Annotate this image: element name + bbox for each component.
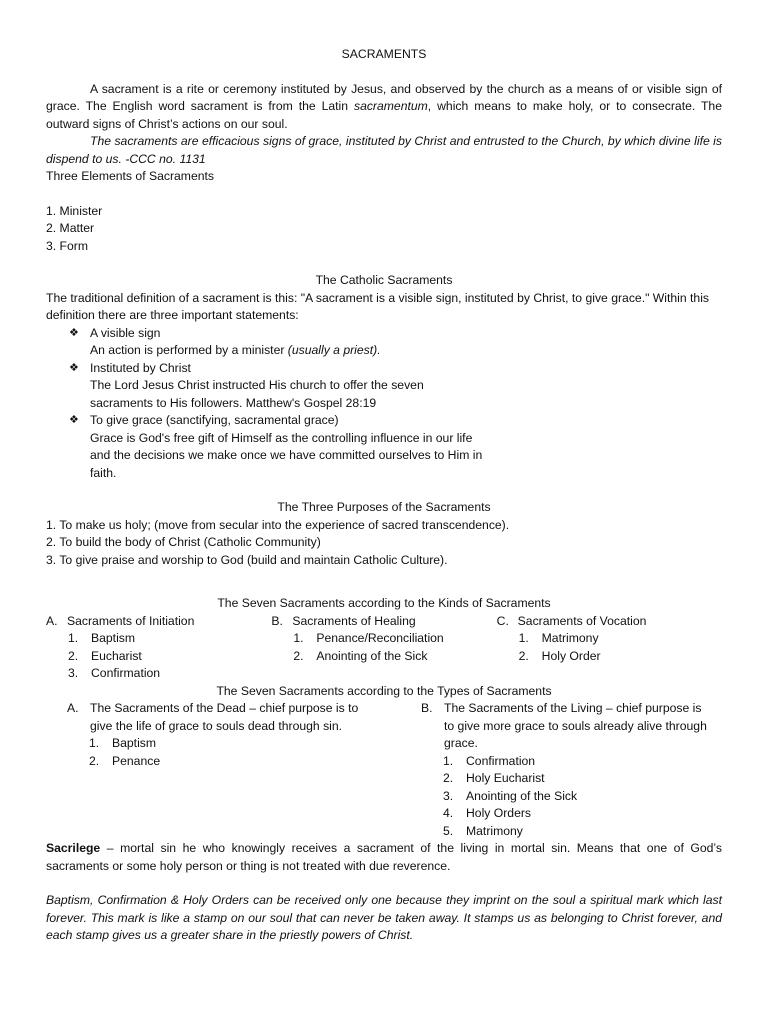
statement-body-italic: (usually a priest). — [287, 343, 381, 357]
sacrilege-term: Sacrilege — [46, 841, 101, 855]
list-item: 1. Matrimony — [518, 631, 599, 645]
ccc-quote: The sacraments are efficacious signs of grace, instituted by Christ and entrusted to the Church, by which divine life is dispend to us. -CCC no. 1131 — [46, 134, 722, 166]
types-group-living — [384, 700, 722, 840]
list-item: 1. Baptism — [89, 736, 157, 750]
statement-head: A visible sign — [90, 325, 161, 340]
list-item — [69, 412, 722, 482]
list-item: 2. Matter — [46, 221, 95, 235]
list-item — [69, 325, 722, 360]
list-item: 1. Penance/Reconciliation — [293, 631, 444, 645]
group-title — [46, 613, 271, 631]
list-item: 3. To give praise and worship to God (build and maintain Catholic Culture). — [46, 552, 448, 567]
group-label: A. — [67, 701, 79, 715]
statements-list — [46, 325, 722, 483]
list-item: 1. To make us holy; (move from secular into the experience of sacred transcendence). — [46, 517, 510, 532]
kinds-group-initiation — [46, 613, 271, 683]
statement-head: Instituted by Christ — [90, 360, 191, 375]
closing-paragraph: Baptism, Confirmation & Holy Orders can be received only one because they imprint on the soul a spiritual mark which last forever. This mark is like a stamp on our soul that can never be taken away. It stamps us as belonging to Christ forever, and each stamp gives us a greater share in the priestly powers of Christ. — [46, 893, 722, 942]
types-heading: The Seven Sacraments according to the Types of Sacraments — [216, 683, 552, 698]
group-title — [497, 613, 722, 631]
intro-paragraph — [46, 81, 722, 134]
list-item: 3. Anointing of the Sick — [443, 788, 578, 803]
intro-text-a: A sacrament is a rite or ceremony instituted by Jesus, and observed by the church as a means of or visible sign of grace. The English word sacrament is from the Latin — [46, 81, 722, 113]
group-name: Sacraments of Healing — [292, 613, 416, 628]
list-item: 1. Baptism — [68, 631, 136, 645]
sacrilege-text: – mortal sin he who knowingly receives a sacrament of the living in mortal sin. Means that one of God’s sacraments or some holy person or thing is not treated with due reverence. — [46, 841, 722, 873]
statement-head: To give grace (sanctifying, sacramental grace) — [90, 413, 339, 427]
page-title: SACRAMENTS — [341, 47, 427, 61]
intro-text-b: , which means to make holy, or to consecrate. The outward signs of Christ’s actions on our soul. — [46, 99, 722, 131]
group-name: Sacraments of Vocation — [517, 613, 647, 628]
kinds-group-healing — [271, 613, 496, 683]
diamond-bullet-icon: ❖ — [69, 326, 79, 339]
list-item: 4. Holy Orders — [443, 806, 532, 820]
types-columns — [46, 700, 722, 840]
group-label: A. — [46, 613, 58, 628]
types-group-dead — [46, 700, 384, 840]
group-label: B. — [421, 701, 433, 715]
list-item: 2. Holy Order — [518, 648, 601, 663]
statement-body — [90, 342, 390, 360]
group-desc: The Sacraments of the Living – chief purpose is to give more grace to souls already alive through grace. — [444, 701, 707, 750]
spacer — [46, 586, 722, 595]
document-page — [46, 46, 722, 945]
intro-latin-term: sacramentum — [353, 99, 428, 113]
group-title — [421, 700, 711, 753]
group-items — [67, 735, 367, 770]
sacrilege-paragraph — [46, 840, 722, 875]
list-item: 2. Eucharist — [68, 648, 142, 663]
group-items — [421, 753, 711, 841]
list-item: 2. Holy Eucharist — [443, 771, 545, 785]
statement-body-text: An action is performed by a minister — [90, 343, 288, 357]
list-item: 2. Anointing of the Sick — [293, 648, 428, 663]
spacer — [46, 875, 722, 892]
catholic-heading: The Catholic Sacraments — [315, 273, 453, 287]
elements-heading: Three Elements of Sacraments — [46, 169, 214, 183]
spacer — [46, 255, 722, 272]
group-title — [67, 700, 367, 735]
statement-body: Grace is God's free gift of Himself as the controlling influence in our life and the decisions we make once we have committed ourselves to Him in faith. — [90, 430, 483, 480]
group-items — [497, 630, 722, 665]
list-item: 2. Penance — [89, 753, 161, 768]
list-item — [69, 360, 722, 413]
group-title — [271, 613, 496, 631]
list-item: 2. To build the body of Christ (Catholic Community) — [46, 535, 321, 549]
list-item: 3. Form — [46, 238, 88, 253]
spacer — [46, 64, 722, 81]
kinds-heading: The Seven Sacraments according to the Kinds of Sacraments — [217, 596, 551, 610]
kinds-columns — [46, 613, 722, 683]
list-item: 1. Confirmation — [443, 753, 536, 768]
group-label: B. — [271, 613, 283, 628]
catholic-intro: The traditional definition of a sacrament is this: "A sacrament is a visible sign, instituted by Christ, to give grace." Within this definition there are three important statements: — [46, 290, 710, 322]
kinds-group-vocation — [497, 613, 722, 683]
elements-list — [46, 203, 722, 256]
group-name: Sacraments of Initiation — [67, 613, 195, 628]
purposes-heading: The Three Purposes of the Sacraments — [277, 500, 491, 514]
list-item: 1. Minister — [46, 203, 103, 218]
spacer — [46, 482, 722, 499]
spacer — [46, 186, 722, 203]
group-desc: The Sacraments of the Dead – chief purpose is to give the life of grace to souls dead through sin. — [90, 701, 359, 733]
group-items — [271, 630, 496, 665]
diamond-bullet-icon: ❖ — [69, 414, 79, 426]
spacer — [46, 569, 722, 586]
purposes-list — [46, 517, 722, 570]
diamond-bullet-icon: ❖ — [69, 361, 79, 374]
list-item: 3. Confirmation — [68, 666, 161, 680]
statement-body: The Lord Jesus Christ instructed His church to offer the seven sacraments to His followers. Matthew's Gospel 28:19 — [90, 378, 424, 410]
group-label: C. — [496, 613, 509, 628]
list-item: 5. Matrimony — [443, 823, 523, 838]
group-items — [46, 630, 271, 683]
